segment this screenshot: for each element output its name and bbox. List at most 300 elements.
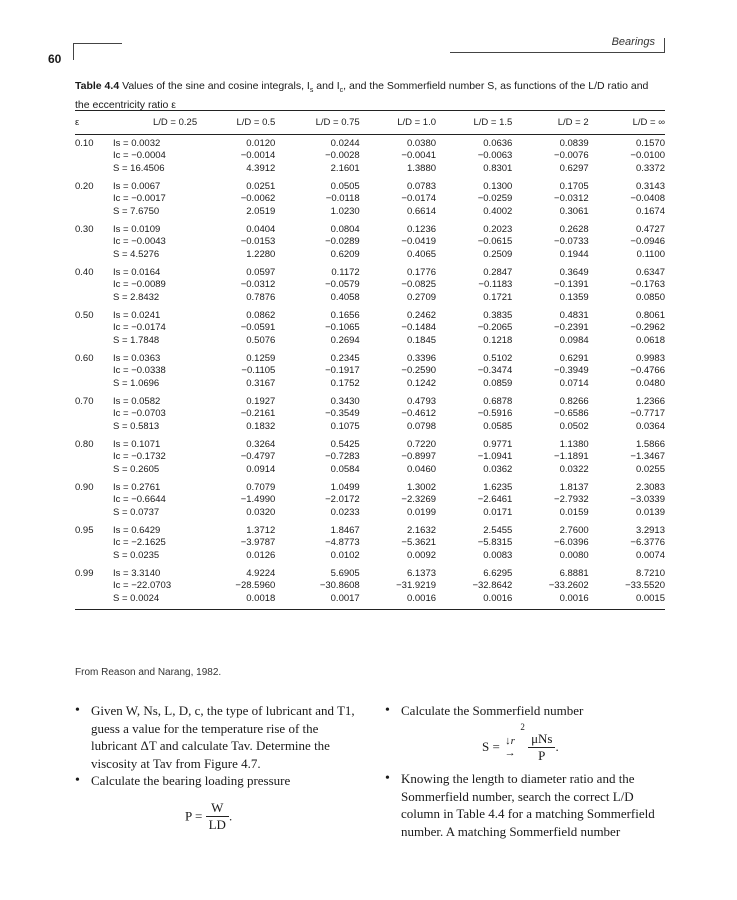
- table-cell: [360, 479, 436, 522]
- cell-value: 6.1373: [406, 568, 437, 579]
- cell-value: −3.9787: [240, 537, 276, 549]
- table-cell: [589, 221, 665, 264]
- table-cell: [512, 264, 588, 307]
- cell-value: 0.8266: [559, 396, 589, 407]
- cell-value: 0.0199: [406, 506, 437, 518]
- cell-value: 4.3912: [246, 162, 276, 174]
- cell-value: 0.3396: [406, 353, 437, 364]
- table-cell: [436, 221, 512, 264]
- page-number: 60: [48, 52, 62, 66]
- cell-value: −0.2962: [630, 322, 665, 334]
- cell-value: 0.0159: [559, 506, 589, 518]
- table-cell: [589, 436, 665, 479]
- cell-value: −0.1105: [241, 365, 276, 377]
- cell-value: 0.6209: [330, 248, 360, 260]
- table-cell: [199, 565, 275, 610]
- cell-value: 1.0230: [330, 205, 360, 217]
- cell-value: −0.1065: [325, 322, 360, 334]
- cell-value: 0.0074: [635, 549, 665, 561]
- cell-value: 0.6291: [559, 353, 589, 364]
- cell-value: 0.0120: [246, 138, 276, 149]
- cell-value: 0.0016: [483, 592, 513, 604]
- table-cell: [199, 436, 275, 479]
- cell-value: −0.4766: [630, 365, 665, 377]
- table-cell: [199, 178, 275, 221]
- cell-value: 0.0636: [483, 138, 513, 149]
- table-cell: [113, 436, 199, 479]
- cell-value: Ic = −0.0703: [113, 408, 166, 420]
- table-cell: [360, 135, 436, 179]
- cell-value: 0.0080: [559, 549, 589, 561]
- cell-value: 0.0362: [483, 463, 513, 475]
- table-cell: [360, 221, 436, 264]
- cell-value: 0.0984: [559, 334, 589, 346]
- cell-value: 0.1259: [246, 353, 276, 364]
- cell-value: 6.6295: [483, 568, 513, 579]
- cell-value: Ic = −0.6644: [113, 494, 166, 506]
- cell-value: −0.0041: [401, 150, 437, 162]
- table-header-row: [75, 111, 665, 135]
- cell-value: Ic = −2.1625: [113, 537, 166, 549]
- cell-value: −2.7932: [554, 494, 589, 506]
- table-cell: [275, 565, 359, 610]
- cell-value: 0.0016: [559, 592, 589, 604]
- table-cell: [275, 522, 359, 565]
- cell-value: Ic = −0.1732: [113, 451, 166, 463]
- table-cell: [199, 264, 275, 307]
- cell-value: 5.6905: [330, 568, 360, 579]
- cell-value: 0.4058: [330, 291, 360, 303]
- table-cell: [589, 350, 665, 393]
- table-header-cell: L/D = 2: [512, 111, 588, 135]
- table-row: [75, 350, 665, 393]
- cell-value: 0.1776: [406, 267, 437, 278]
- cell-value: −0.3549: [325, 408, 360, 420]
- table-cell: [275, 350, 359, 393]
- table-cell: [113, 178, 199, 221]
- table-row: [75, 565, 665, 610]
- cell-value: 0.0480: [635, 377, 665, 389]
- cell-value: 0.8061: [635, 310, 665, 321]
- cell-value: 1.3002: [406, 482, 437, 493]
- table-cell: [199, 522, 275, 565]
- eccentricity-cell: 0.50: [75, 310, 94, 321]
- cell-value: −0.0408: [630, 193, 665, 205]
- cell-value: 8.7210: [635, 568, 665, 579]
- cell-value: 0.0320: [246, 506, 276, 518]
- bullet-loading-pressure: • Calculate the bearing loading pressure: [75, 772, 355, 790]
- table-cell: [436, 350, 512, 393]
- cell-value: −0.0946: [630, 236, 665, 248]
- caption-sub-c: c: [339, 87, 344, 95]
- cell-value: 0.3835: [483, 310, 513, 321]
- cell-value: −5.3621: [401, 537, 437, 549]
- table-cell: [275, 436, 359, 479]
- cell-value: 0.0862: [246, 310, 276, 321]
- cell-value: S = 16.4506: [113, 162, 165, 174]
- cell-value: −1.0941: [477, 451, 513, 463]
- cell-value: 0.4727: [635, 224, 665, 235]
- eccentricity-cell: 0.10: [75, 138, 94, 149]
- table-cell: [436, 178, 512, 221]
- cell-value: −0.0062: [240, 193, 276, 205]
- table-cell: [360, 522, 436, 565]
- cell-value: 0.0092: [406, 549, 437, 561]
- cell-value: 0.0714: [559, 377, 589, 389]
- table-cell: [512, 565, 588, 610]
- eq-p-lhs: P =: [185, 808, 203, 824]
- table-cell: [113, 264, 199, 307]
- cell-value: 0.0017: [330, 592, 360, 604]
- cell-value: −2.6461: [477, 494, 513, 506]
- cell-value: 0.1100: [636, 248, 665, 260]
- eccentricity-cell: 0.40: [75, 267, 94, 278]
- cell-value: 0.6347: [635, 267, 665, 278]
- equation-pressure: [185, 800, 232, 833]
- cell-value: 1.5866: [635, 439, 665, 450]
- table-label: Table 4.4: [75, 80, 120, 92]
- cell-value: 0.8301: [483, 162, 513, 174]
- table-cell: [113, 565, 199, 610]
- table-cell: [113, 135, 199, 179]
- cell-value: −5.8315: [477, 537, 513, 549]
- table-header-cell: L/D = 0.5: [199, 111, 275, 135]
- table-cell: [436, 479, 512, 522]
- cell-value: 0.4793: [406, 396, 437, 407]
- cell-value: 0.0502: [559, 420, 589, 432]
- cell-value: Is = 0.6429: [113, 525, 161, 536]
- cell-value: 0.1656: [330, 310, 360, 321]
- cell-value: 0.0251: [246, 181, 276, 192]
- cell-value: 0.1075: [330, 420, 360, 432]
- cell-value: 0.0139: [635, 506, 665, 518]
- cell-value: 0.0171: [483, 506, 513, 518]
- cell-value: 0.0255: [635, 463, 665, 475]
- cell-value: 1.1380: [559, 439, 589, 450]
- cell-value: 1.2280: [246, 248, 276, 260]
- caption-text-2: and I: [313, 80, 340, 92]
- cell-value: −1.3467: [630, 451, 665, 463]
- cell-value: Ic = −0.0017: [113, 193, 166, 205]
- cell-value: S = 0.0737: [113, 506, 160, 518]
- table-cell: [199, 221, 275, 264]
- table-cell: [360, 264, 436, 307]
- cell-value: S = 1.7848: [113, 334, 160, 346]
- cell-value: 0.2628: [559, 224, 589, 235]
- table-caption: [75, 79, 665, 112]
- cell-value: 0.1218: [483, 334, 513, 346]
- cell-value: 2.0519: [246, 205, 276, 217]
- table-row: [75, 393, 665, 436]
- table-row: [75, 436, 665, 479]
- cell-value: Ic = −22.0703: [113, 580, 172, 592]
- cell-value: Is = 0.0109: [113, 224, 161, 235]
- cell-value: 1.8137: [559, 482, 589, 493]
- cell-value: 0.4831: [559, 310, 589, 321]
- cell-value: Is = 3.3140: [113, 568, 161, 579]
- cell-value: Is = 0.0164: [113, 267, 161, 278]
- cell-value: S = 4.5276: [113, 248, 160, 260]
- table-cell: [113, 307, 199, 350]
- cell-value: 0.2509: [483, 248, 513, 260]
- cell-value: −0.0014: [240, 150, 276, 162]
- cell-value: 0.0914: [246, 463, 276, 475]
- cell-value: 0.2709: [406, 291, 437, 303]
- cell-value: −6.3776: [630, 537, 665, 549]
- table-cell: [360, 307, 436, 350]
- cell-value: −0.1917: [325, 365, 360, 377]
- cell-value: 0.0618: [635, 334, 665, 346]
- cell-value: 0.0585: [483, 420, 513, 432]
- sommerfield-table: [75, 110, 665, 610]
- table-row: [75, 135, 665, 179]
- table-header-cell: L/D = 1.0: [360, 111, 436, 135]
- cell-value: 0.0783: [406, 181, 437, 192]
- table-cell: [199, 135, 275, 179]
- table-cell: [512, 393, 588, 436]
- cell-value: −0.0118: [325, 193, 360, 205]
- cell-value: −33.5520: [625, 580, 665, 592]
- cell-value: 2.5455: [483, 525, 513, 536]
- eq-p-den: LD: [208, 817, 226, 832]
- cell-value: −0.0063: [477, 150, 513, 162]
- cell-value: 0.0083: [483, 549, 513, 561]
- table-cell: [199, 350, 275, 393]
- cell-value: 1.8467: [330, 525, 360, 536]
- cell-value: −30.8608: [319, 580, 360, 592]
- eccentricity-cell: 0.30: [75, 224, 94, 235]
- eccentricity-cell: 0.99: [75, 565, 113, 610]
- table-header-cell: L/D = 0.25: [113, 111, 199, 135]
- table-cell: [113, 522, 199, 565]
- table-cell: [436, 307, 512, 350]
- table-cell: [199, 393, 275, 436]
- cell-value: −0.0825: [401, 279, 437, 291]
- cell-value: −0.8997: [401, 451, 437, 463]
- cell-value: 0.7876: [246, 291, 276, 303]
- cell-value: 4.9224: [246, 568, 276, 579]
- cell-value: −0.2161: [240, 408, 276, 420]
- cell-value: −0.0100: [630, 150, 665, 162]
- cell-value: Is = 0.0241: [113, 310, 161, 321]
- cell-value: −0.0028: [325, 150, 360, 162]
- table-header-cell: ε: [75, 111, 113, 135]
- table-cell: [360, 178, 436, 221]
- cell-value: 0.0584: [330, 463, 360, 475]
- table-cell: [436, 135, 512, 179]
- table-cell: [360, 350, 436, 393]
- table-cell: [512, 479, 588, 522]
- cell-value: 1.0499: [330, 482, 360, 493]
- cell-value: −0.2065: [477, 322, 513, 334]
- cell-value: 0.2462: [406, 310, 437, 321]
- cell-value: −0.0312: [240, 279, 276, 291]
- cell-value: 6.8881: [559, 568, 589, 579]
- cell-value: −0.1391: [554, 279, 589, 291]
- table-cell: [113, 479, 199, 522]
- table-cell: [589, 307, 665, 350]
- table-cell: [512, 135, 588, 179]
- cell-value: 0.0364: [635, 420, 665, 432]
- cell-value: 0.7079: [246, 482, 276, 493]
- cell-value: 0.5425: [330, 439, 360, 450]
- table-cell: [275, 221, 359, 264]
- caption-sub-s: s: [309, 87, 314, 95]
- cell-value: −28.5960: [235, 580, 276, 592]
- cell-value: 2.1601: [330, 162, 360, 174]
- cell-value: 0.1721: [483, 291, 513, 303]
- cell-value: 0.1705: [559, 181, 589, 192]
- cell-value: 2.1632: [406, 525, 437, 536]
- cell-value: Ic = −0.0043: [113, 236, 166, 248]
- cell-value: −0.3474: [477, 365, 513, 377]
- cell-value: −0.0259: [477, 193, 513, 205]
- table-cell: [199, 479, 275, 522]
- cell-value: 0.0850: [635, 291, 665, 303]
- table-cell: [199, 307, 275, 350]
- eccentricity-cell: 0.80: [75, 439, 94, 450]
- cell-value: −0.0591: [240, 322, 276, 334]
- cell-value: 0.6614: [406, 205, 437, 217]
- cell-value: 0.0380: [406, 138, 437, 149]
- table-cell: [275, 178, 359, 221]
- table-cell: [512, 436, 588, 479]
- table-row: [75, 522, 665, 565]
- table-row: [75, 479, 665, 522]
- right-column: [385, 702, 665, 720]
- cell-value: −3.0339: [630, 494, 665, 506]
- table-cell: [113, 221, 199, 264]
- cell-value: −0.7283: [325, 451, 360, 463]
- cell-value: −0.0733: [554, 236, 589, 248]
- caption-text: Values of the sine and cosine integrals, I: [122, 80, 310, 92]
- table-cell: [113, 393, 199, 436]
- left-column: [75, 702, 355, 790]
- cell-value: S = 7.6750: [113, 205, 160, 217]
- eccentricity-cell: 0.95: [75, 525, 94, 536]
- cell-value: Ic = −0.0004: [113, 150, 166, 162]
- cell-value: −0.0153: [240, 236, 276, 248]
- cell-value: S = 0.2605: [113, 463, 160, 475]
- cell-value: −33.2602: [548, 580, 589, 592]
- equation-sommerfield: [482, 722, 559, 764]
- cell-value: 0.2847: [483, 267, 513, 278]
- cell-value: −1.1891: [554, 451, 589, 463]
- table-cell: [275, 393, 359, 436]
- cell-value: 0.0102: [330, 549, 360, 561]
- cell-value: −2.0172: [325, 494, 360, 506]
- cell-value: 0.1236: [406, 224, 437, 235]
- cell-value: 0.5102: [483, 353, 513, 364]
- eccentricity-cell: 0.70: [75, 396, 94, 407]
- table-cell: [589, 178, 665, 221]
- cell-value: −0.1484: [401, 322, 437, 334]
- cell-value: S = 0.0235: [113, 549, 160, 561]
- crop-mark-left: [73, 43, 122, 60]
- table-cell: [436, 522, 512, 565]
- cell-value: 0.1845: [406, 334, 437, 346]
- cell-value: −31.9219: [396, 580, 437, 592]
- cell-value: −0.4797: [240, 451, 276, 463]
- cell-value: Is = 0.0032: [113, 138, 161, 149]
- eq-s-dot: .: [555, 739, 559, 755]
- cell-value: 0.3143: [635, 181, 665, 192]
- eq-s-den: P: [538, 747, 546, 763]
- eccentricity-cell: 0.90: [75, 482, 94, 493]
- cell-value: 0.0460: [406, 463, 437, 475]
- right-column-continued: [385, 770, 665, 840]
- table-row: [75, 307, 665, 350]
- cell-value: 0.2023: [483, 224, 513, 235]
- cell-value: −0.1183: [478, 279, 513, 291]
- running-head: Bearings: [611, 36, 655, 48]
- table-cell: [589, 565, 665, 610]
- eq-p-num: W: [206, 800, 229, 817]
- table-cell: [360, 565, 436, 610]
- cell-value: 2.3083: [635, 482, 665, 493]
- cell-value: 0.1242: [406, 377, 437, 389]
- caption-text-3: , and the Sommerfield number S, as functions of the L/D ratio and the eccentricity ratio ε: [75, 80, 649, 112]
- cell-value: 0.0505: [330, 181, 360, 192]
- cell-value: 0.7220: [406, 439, 437, 450]
- cell-value: 0.0016: [406, 592, 437, 604]
- eccentricity-cell: 0.60: [75, 353, 94, 364]
- table-cell: [589, 264, 665, 307]
- table-cell: [512, 178, 588, 221]
- cell-value: −0.0312: [554, 193, 589, 205]
- cell-value: Ic = −0.0338: [113, 365, 166, 377]
- eq-s-lhs: S =: [482, 739, 500, 755]
- table-cell: [589, 135, 665, 179]
- bullet-sommerfield: • Calculate the Sommerfield number: [385, 702, 665, 720]
- eq-s-num: μNs: [528, 731, 555, 748]
- cell-value: 0.1359: [559, 291, 589, 303]
- cell-value: 0.0126: [246, 549, 276, 561]
- cell-value: −0.3949: [554, 365, 589, 377]
- cell-value: 0.0322: [559, 463, 589, 475]
- cell-value: 1.3712: [246, 525, 276, 536]
- cell-value: 0.6297: [559, 162, 589, 174]
- cell-value: −6.0396: [554, 537, 589, 549]
- cell-value: 0.0798: [406, 420, 437, 432]
- crop-mark-right: [664, 38, 665, 52]
- cell-value: 0.0859: [483, 377, 513, 389]
- cell-value: 0.4002: [483, 205, 513, 217]
- cell-value: −4.8773: [325, 537, 360, 549]
- cell-value: 0.2345: [330, 353, 360, 364]
- cell-value: 0.0804: [330, 224, 360, 235]
- table-cell: [512, 350, 588, 393]
- table-cell: [436, 264, 512, 307]
- table-cell: [512, 522, 588, 565]
- table-row: [75, 264, 665, 307]
- cell-value: 0.1752: [330, 377, 360, 389]
- cell-value: −0.0076: [554, 150, 589, 162]
- cell-value: S = 0.0024: [113, 592, 160, 604]
- table-header-cell: L/D = 1.5: [436, 111, 512, 135]
- cell-value: −0.0289: [325, 236, 360, 248]
- table-row: [75, 178, 665, 221]
- cell-value: 0.3264: [246, 439, 276, 450]
- cell-value: 0.0015: [635, 592, 665, 604]
- cell-value: 0.0244: [330, 138, 360, 149]
- cell-value: 0.0597: [246, 267, 276, 278]
- cell-value: Ic = −0.0089: [113, 279, 166, 291]
- table-cell: [512, 221, 588, 264]
- cell-value: S = 2.8432: [113, 291, 160, 303]
- eccentricity-cell: 0.20: [75, 181, 94, 192]
- cell-value: 0.3167: [246, 377, 276, 389]
